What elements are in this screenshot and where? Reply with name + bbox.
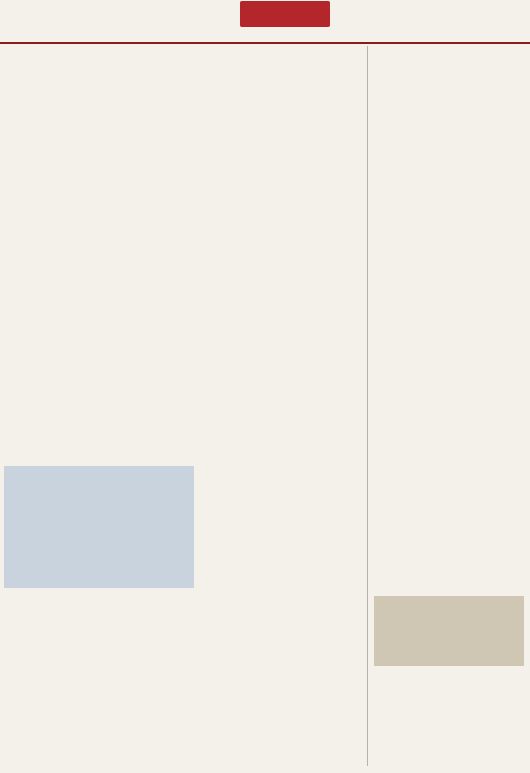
lead-section-a-body bbox=[4, 230, 178, 320]
masthead-rule bbox=[0, 42, 530, 44]
sidebar-story-3-body bbox=[374, 672, 524, 768]
health-body bbox=[198, 466, 360, 588]
masthead-logo bbox=[240, 1, 330, 27]
column-divider bbox=[367, 46, 368, 766]
credit-body bbox=[4, 628, 360, 768]
sidebar-story-3-photo bbox=[374, 596, 524, 666]
lead-intro bbox=[4, 128, 178, 214]
health-photo bbox=[4, 466, 194, 588]
sidebar-story-1-body bbox=[374, 120, 524, 390]
lead-section-c-body bbox=[184, 142, 360, 424]
lead-section-b-body bbox=[4, 336, 178, 424]
masthead bbox=[0, 0, 530, 44]
sidebar-story-2-body bbox=[374, 440, 524, 550]
